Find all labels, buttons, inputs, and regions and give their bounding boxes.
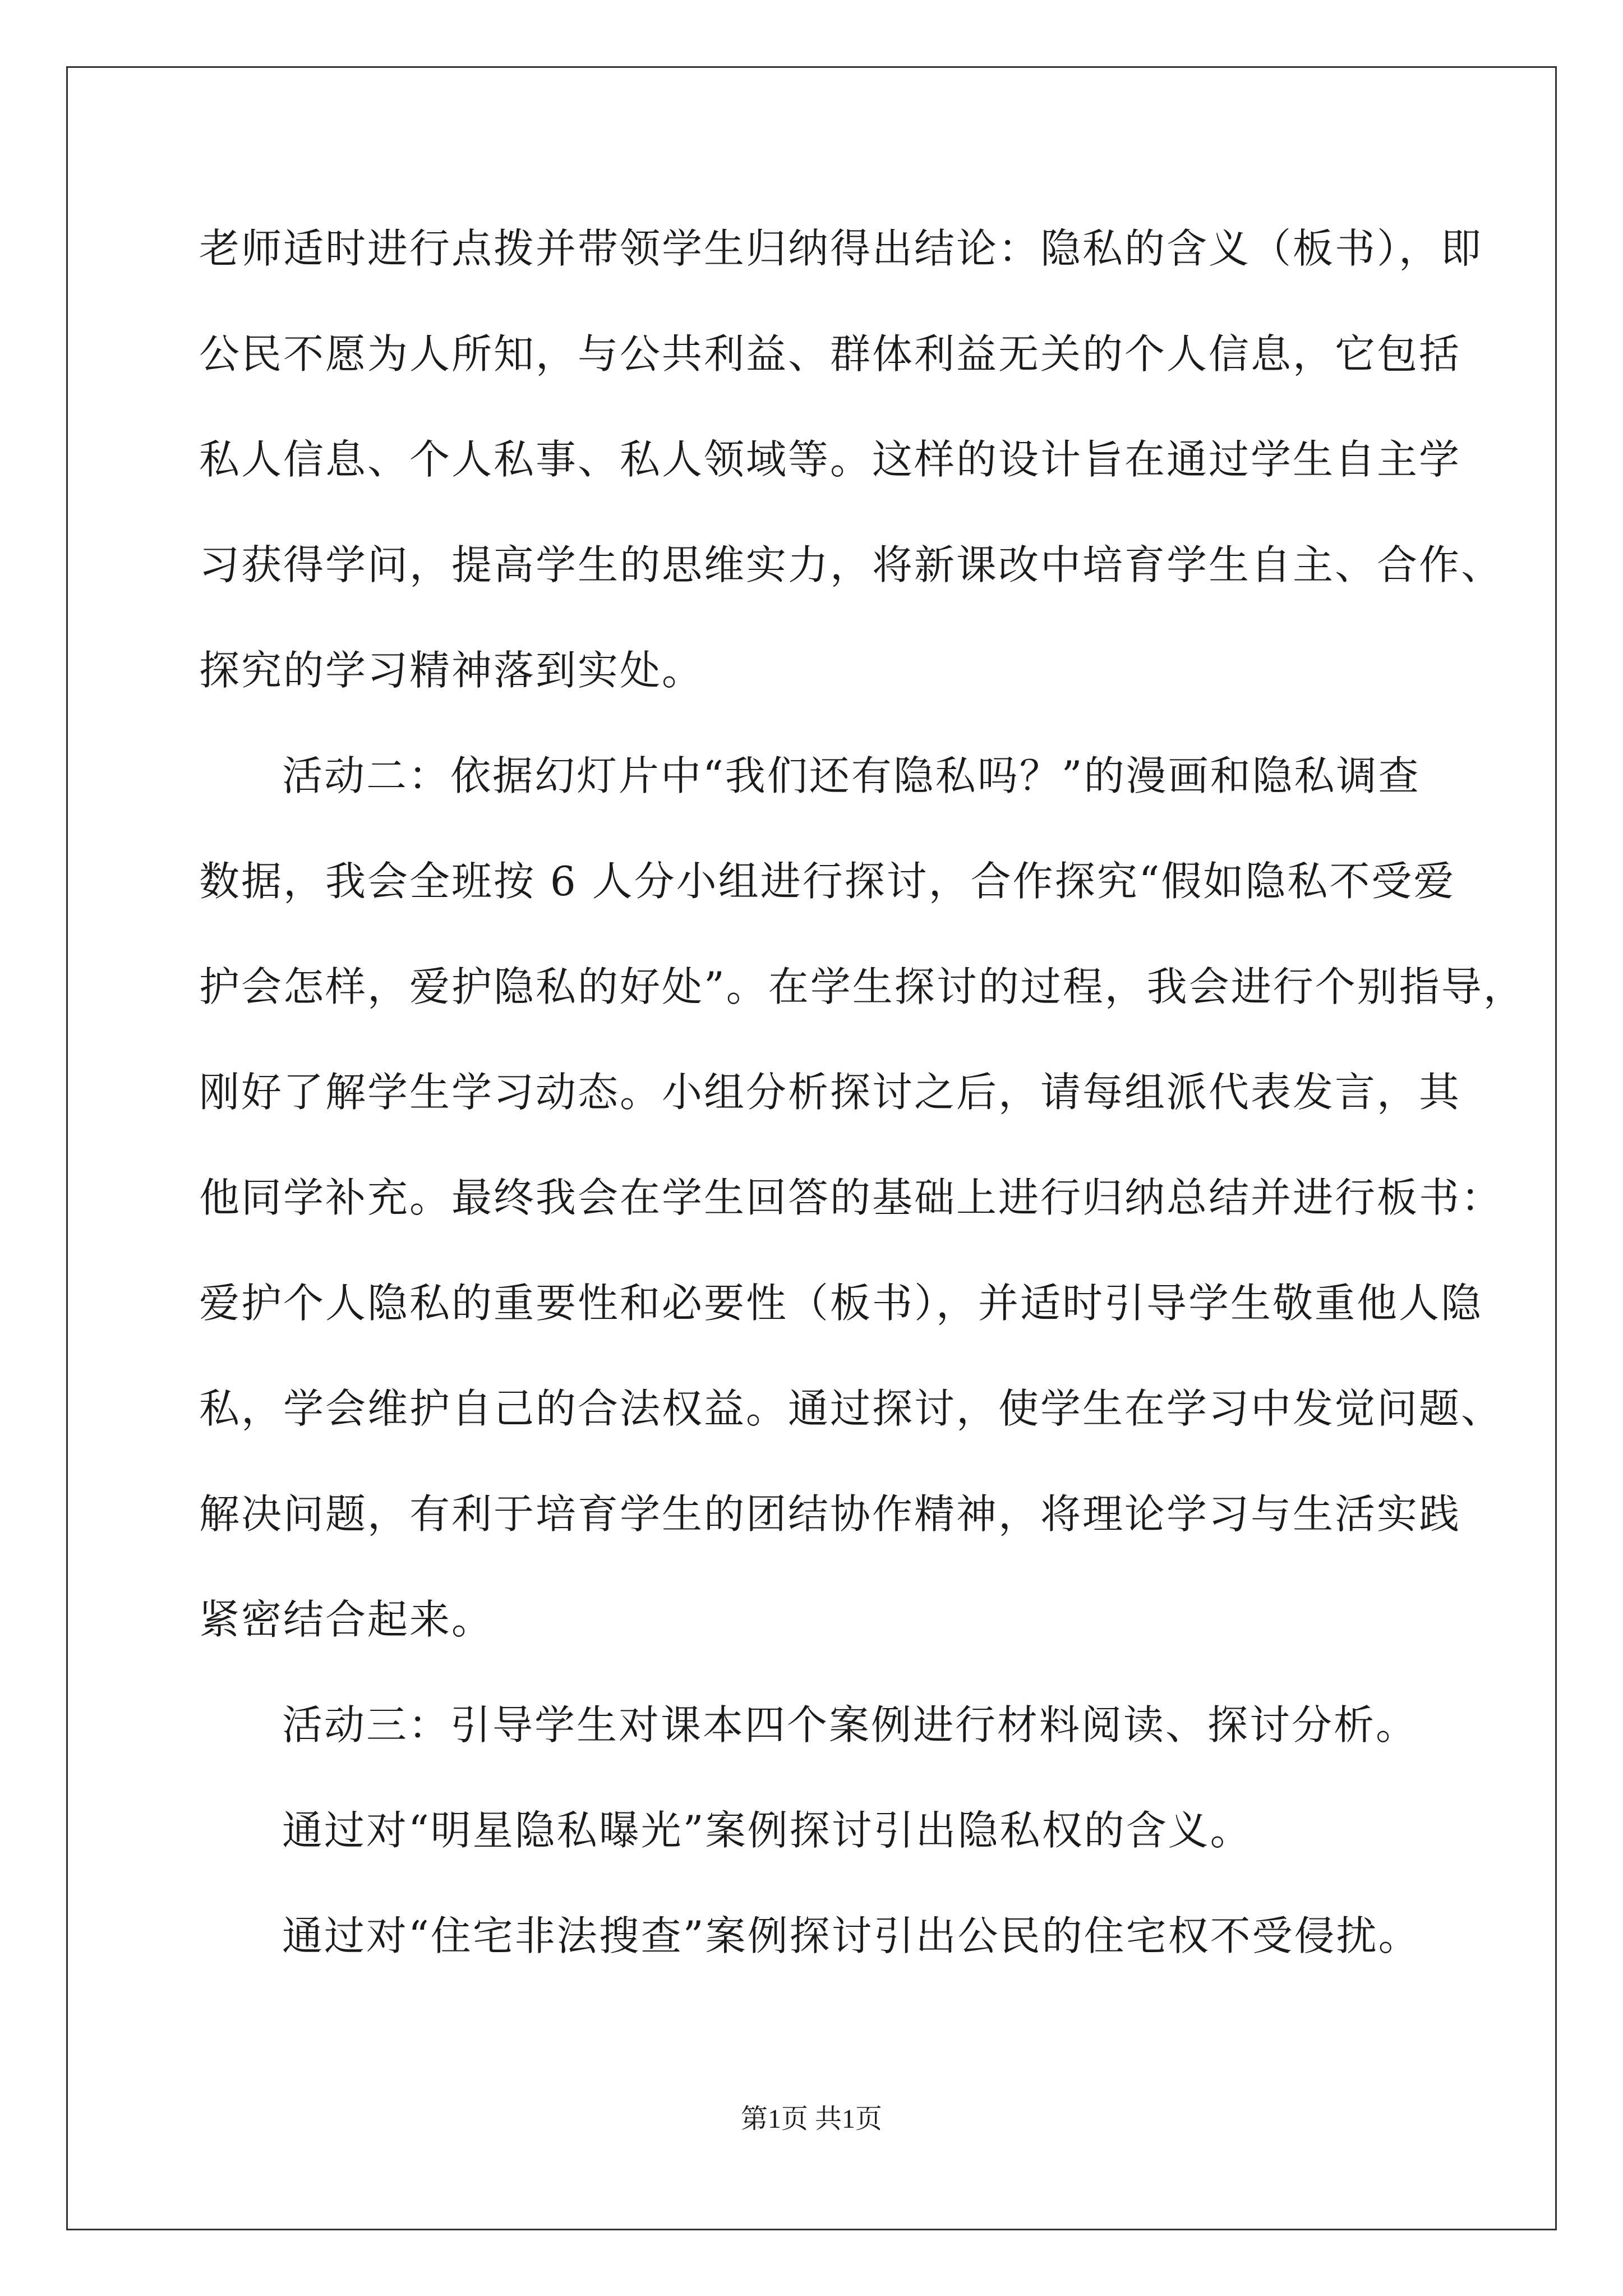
text-line: 习获得学问，提高学生的思维实力，将新课改中培育学生自主、合作、 bbox=[199, 541, 1504, 588]
text-line: 公民不愿为人所知，与公共利益、群体利益无关的个人信息，它包括 bbox=[199, 330, 1461, 378]
text-line: 紧密结合起来。 bbox=[199, 1596, 494, 1643]
paragraph-start-line: 通过对“明星隐私曝光”案例探讨引出隐私权的含义。 bbox=[282, 1807, 1252, 1854]
text-line: 刚好了解学生学习动态。小组分析探讨之后，请每组派代表发言，其 bbox=[199, 1069, 1461, 1116]
document-body bbox=[199, 215, 1525, 2008]
paragraph-start-line: 活动二：依据幻灯片中“我们还有隐私吗？”的漫画和隐私调查 bbox=[282, 752, 1421, 799]
page-number-info: 第1页 共1页 bbox=[740, 2104, 882, 2134]
text-line: 解决问题，有利于培育学生的团结协作精神，将理论学习与生活实践 bbox=[199, 1490, 1461, 1538]
text-line: 爱护个人隐私的重要性和必要性（板书），并适时引导学生敬重他人隐 bbox=[199, 1280, 1483, 1327]
page-footer bbox=[0, 2097, 1623, 2136]
paragraph-start-line: 通过对“住宅非法搜查”案例探讨引出公民的住宅权不受侵扰。 bbox=[282, 1912, 1421, 1959]
text-line: 老师适时进行点拨并带领学生归纳得出结论：隐私的含义（板书），即 bbox=[199, 225, 1483, 272]
text-line: 私，学会维护自己的合法权益。通过探讨，使学生在学习中发觉问题、 bbox=[199, 1385, 1504, 1432]
paragraph-start-line: 活动三：引导学生对课本四个案例进行材料阅读、探讨分析。 bbox=[282, 1701, 1418, 1749]
text-line: 护会怎样，爱护隐私的好处”。在学生探讨的过程，我会进行个别指导， bbox=[199, 963, 1525, 1010]
text-line: 探究的学习精神落到实处。 bbox=[199, 647, 704, 694]
text-line: 数据，我会全班按 6 人分小组进行探讨，合作探究“假如隐私不受爱 bbox=[199, 858, 1456, 905]
text-line: 私人信息、个人私事、私人领域等。这样的设计旨在通过学生自主学 bbox=[199, 436, 1461, 483]
text-line: 他同学补充。最终我会在学生回答的基础上进行归纳总结并进行板书： bbox=[199, 1174, 1504, 1221]
